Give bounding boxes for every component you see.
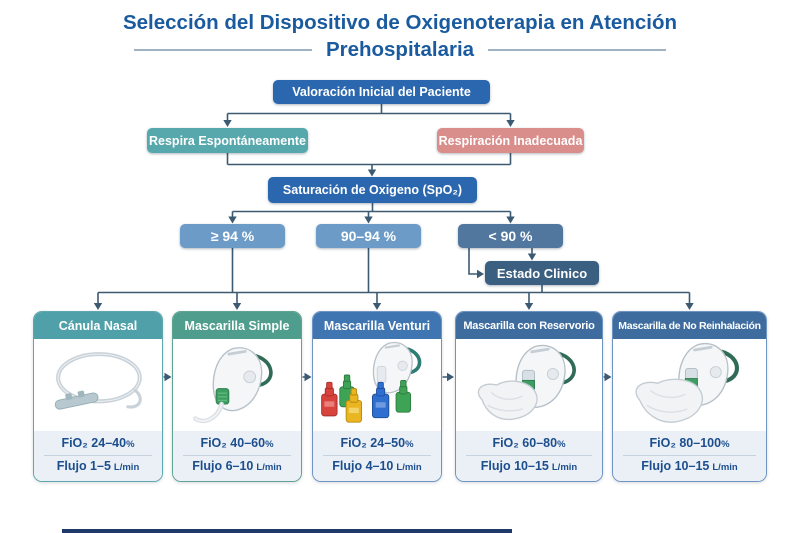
non-rebreather-mask-icon: [620, 339, 760, 431]
device-card-mascarilla-no-reinhalacion: [612, 311, 767, 482]
nasal-cannula-illustration: [34, 339, 162, 431]
non-rebreather-mask-illustration: [613, 339, 766, 431]
fio2-value: FiO₂ 80–100: [649, 436, 722, 450]
simple-mask-illustration: [173, 339, 301, 431]
flow-value: Flujo 10–15: [641, 459, 710, 473]
clinical-status-box: Estado Clinico: [485, 261, 599, 285]
fio2-unit: %: [265, 439, 274, 450]
flow-value: Flujo 6–10: [192, 459, 254, 473]
fio2-unit: %: [405, 439, 414, 450]
flow-unit: L/min: [551, 462, 578, 473]
flow-unit: L/min: [113, 462, 140, 473]
saturation-high-box: ≥ 94 %: [180, 224, 285, 248]
page-title-line2: Prehospitalaria: [325, 38, 475, 61]
saturation-mid-box: 90–94 %: [316, 224, 421, 248]
card-footer: [173, 431, 301, 482]
fio2-unit: %: [557, 439, 566, 450]
card-header: Mascarilla de No Reinhalación: [613, 312, 766, 339]
card-header: Mascarilla Simple: [173, 312, 301, 339]
footer-divider: [466, 455, 592, 456]
fio2-value: FiO₂ 60–80: [492, 436, 558, 450]
footer-divider: [623, 455, 756, 456]
flow-unit: L/min: [712, 462, 738, 473]
saturation-low-box: < 90 %: [458, 224, 563, 248]
footer-divider: [183, 455, 291, 456]
card-footer: [613, 431, 766, 482]
venturi-mask-illustration: [313, 339, 441, 431]
card-footer: [313, 431, 441, 482]
title-left-rule: [134, 49, 312, 51]
flow-value: Flujo 4–10: [332, 459, 394, 473]
flow-value: Flujo 10–15: [480, 459, 549, 473]
inadequate-breathing-box: Respiración Inadecuada: [437, 128, 584, 153]
card-footer: [34, 431, 162, 482]
title-right-rule: [488, 49, 666, 51]
card-header: Cánula Nasal: [34, 312, 162, 339]
card-header: Mascarilla Venturi: [313, 312, 441, 339]
flow-unit: L/min: [396, 462, 422, 473]
simple-mask-icon: [178, 339, 296, 431]
device-card-canula-nasal: [33, 311, 163, 482]
fio2-value: FiO₂ 40–60: [200, 436, 266, 450]
device-card-mascarilla-venturi: [312, 311, 442, 482]
bottom-accent-bar: [62, 529, 512, 533]
flow-value: Flujo 1–5: [56, 459, 111, 473]
device-card-mascarilla-simple: [172, 311, 302, 482]
venturi-mask-icon: [318, 339, 436, 431]
fio2-unit: %: [126, 439, 135, 450]
footer-divider: [44, 455, 152, 456]
footer-divider: [323, 455, 431, 456]
card-header: Mascarilla con Reservorio: [456, 312, 602, 339]
flow-unit: L/min: [256, 462, 282, 473]
page-title: [0, 9, 800, 63]
breathes-spontaneously-box: Respira Espontáneamente: [147, 128, 308, 153]
nasal-cannula-icon: [39, 339, 157, 431]
fio2-value: FiO₂ 24–40: [61, 436, 127, 450]
initial-assessment-box: Valoración Inicial del Paciente: [273, 80, 490, 104]
card-footer: [456, 431, 602, 482]
reservoir-mask-icon: [462, 339, 596, 431]
page-title-line1: Selección del Dispositivo de Oxigenoterapia en Atención: [122, 11, 677, 34]
fio2-unit: %: [721, 439, 730, 450]
reservoir-mask-illustration: [456, 339, 602, 431]
device-card-mascarilla-con-reservorio: [455, 311, 603, 482]
oxygen-saturation-box: Saturación de Oxigeno (SpO₂): [268, 177, 477, 203]
fio2-value: FiO₂ 24–50: [340, 436, 406, 450]
